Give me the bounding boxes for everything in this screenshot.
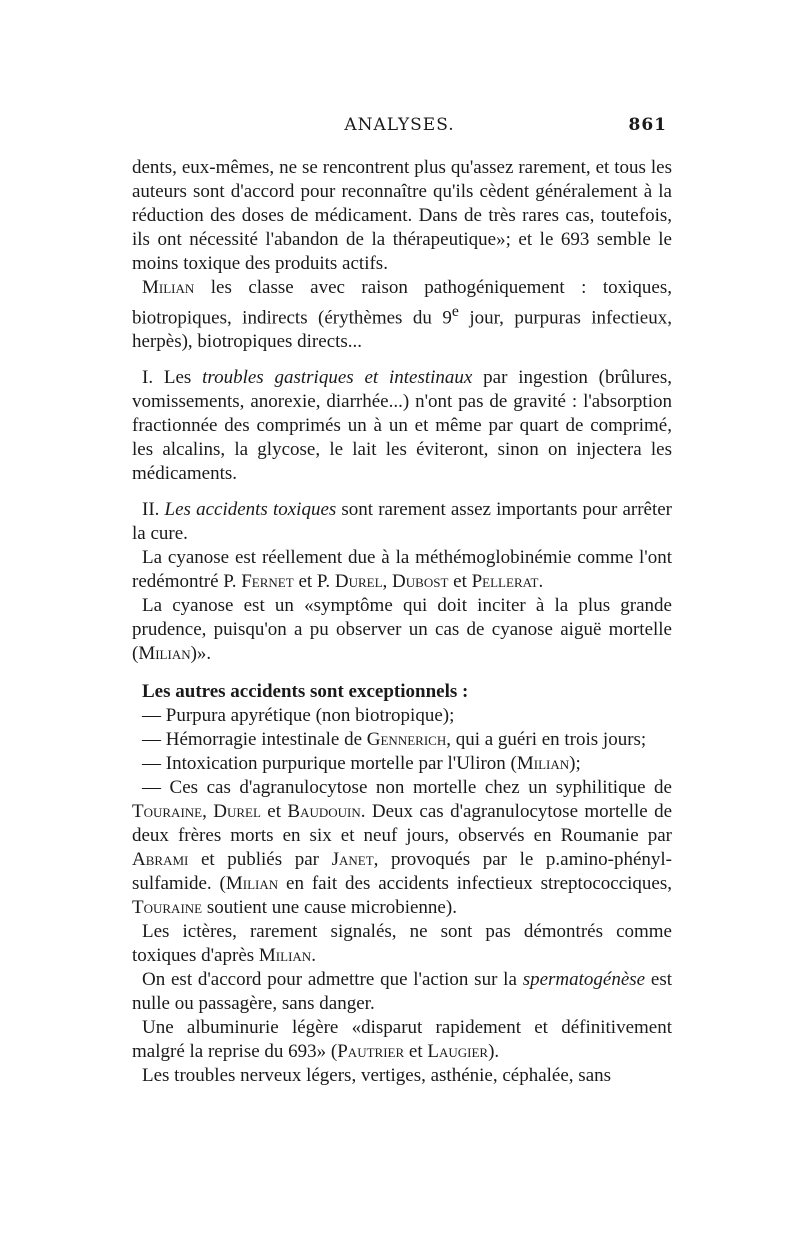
paragraph-11: Les troubles nerveux légers, vertiges, asthénie, céphalée, sans: [142, 1065, 612, 1087]
paragraph-4: II. Les accidents toxiques sont rarement assez importants pour arrêter la cure.: [132, 499, 673, 545]
list-item-3: — Intoxication purpurique mortelle par l'Uliron (Milian);: [142, 753, 581, 775]
paragraph-2: Milian les classe avec raison pathogéniquement : toxiques, biotropiques, indirects (érythèmes du 9e jour, purpuras infectieux, herpès), biotropiques directs...: [132, 277, 672, 353]
paragraph-7: Les autres accidents sont exceptionnels :: [142, 681, 469, 703]
paragraph-1: dents, eux-mêmes, ne se rencontrent plus qu'assez rarement, et tous les auteurs sont d'accord pour reconnaître qu'ils cèdent généralement à la réduction des doses de médicament. Dans de très rares cas, toutefois, ils ont nécessité l'abandon de la thérapeutique»; et le 693 semble le moins toxique des produits actifs.: [132, 157, 672, 274]
author-name: Milian: [138, 643, 191, 665]
author-name: Touraine: [132, 897, 203, 919]
list-item-1: — Purpura apyrétique (non biotropique);: [142, 705, 455, 727]
author-name: Gennerich: [366, 729, 447, 751]
author-name: Pellerat: [471, 571, 539, 593]
running-header: [132, 115, 667, 145]
author-name: Janet: [331, 849, 374, 871]
author-name: Abrami: [132, 849, 189, 871]
author-name: Milian: [142, 277, 195, 298]
running-title: ANALYSES.: [344, 115, 455, 135]
list-item-4: — Ces cas d'agranulocytose non mortelle chez un syphilitique de Touraine, Durel et Baudouin. Deux cas d'agranulocytose mortelle de deux frères morts en six et neuf jours, observés en Roumanie par Abrami et publiés par Janet, provoqués par le p.amino-phényl-sulfamide. (Milian en fait des accidents infectieux streptococciques, Touraine soutient une cause microbienne).: [132, 777, 673, 919]
body-text: [132, 156, 672, 1088]
author-name: Durel: [334, 571, 383, 593]
author-name: Milian: [225, 873, 279, 895]
author-name: Fernet: [241, 571, 294, 593]
paragraph-6: La cyanose est un «symptôme qui doit inciter à la plus grande prudence, puisqu'on a pu observer un cas de cyanose aiguë mortelle (Milian)».: [132, 595, 672, 665]
paragraph-10: Une albuminurie légère «disparut rapidement et définitivement malgré la reprise du 693» (Pautrier et Laugier).: [132, 1017, 672, 1063]
author-name: Milian: [516, 753, 570, 775]
page-number: 861: [628, 115, 667, 135]
paragraph-8: Les ictères, rarement signalés, ne sont pas démontrés comme toxiques d'après Milian.: [132, 921, 672, 967]
author-name: Milian: [258, 945, 312, 967]
author-name: Laugier: [427, 1041, 489, 1063]
paragraph-5: La cyanose est réellement due à la méthémoglobinémie comme l'ont redémontré P. Fernet et P. Durel, Dubost et Pellerat.: [132, 547, 672, 593]
list-item-2: — Hémorragie intestinale de Gennerich, qui a guéri en trois jours;: [142, 729, 647, 751]
author-name: Dubost: [392, 571, 449, 593]
paragraph-9: On est d'accord pour admettre que l'action sur la spermatogénèse est nulle ou passagère, sans danger.: [132, 969, 672, 1015]
author-name: Touraine: [132, 801, 203, 823]
paragraph-3: I. Les troubles gastriques et intestinaux par ingestion (brûlures, vomissements, anorexie, diarrhée...) n'ont pas de gravité : l'absorption fractionnée des comprimés un à un et même par quart de comprimé, les alcalins, la glycose, le lait les éviteront, sinon on injectera les médicaments.: [132, 367, 672, 485]
author-name: Pautrier: [337, 1041, 405, 1063]
author-name: Baudouin: [287, 801, 361, 823]
author-name: Durel: [213, 801, 261, 823]
